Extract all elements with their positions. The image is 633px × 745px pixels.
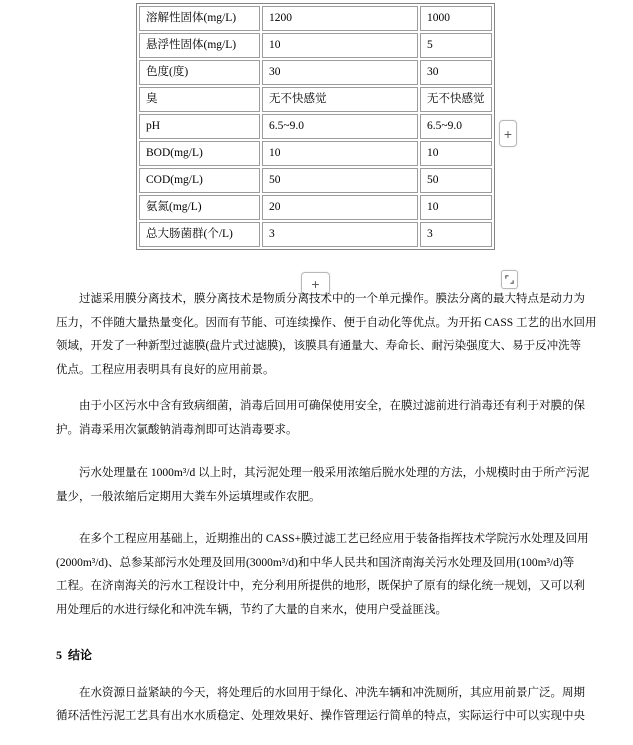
value-cell[interactable]: 10 bbox=[420, 195, 492, 220]
value-cell[interactable]: 10 bbox=[262, 141, 418, 166]
paragraph bbox=[56, 682, 597, 729]
param-cell[interactable]: COD(mg/L) bbox=[139, 168, 260, 193]
table-row bbox=[139, 6, 492, 31]
water-quality-table bbox=[136, 3, 495, 250]
param-cell[interactable]: 悬浮性固体(mg/L) bbox=[139, 33, 260, 58]
section-heading: 5 结论 bbox=[56, 648, 93, 662]
text-line: 量少，一般浓缩后定期用大粪车外运填埋或作农肥。 bbox=[56, 490, 321, 503]
value-cell[interactable]: 20 bbox=[262, 195, 418, 220]
table-row bbox=[139, 222, 492, 247]
text-line: 过滤采用膜分离技术，膜分离技术是物质分离技术中的一个单元操作。膜法分离的最大特点是动力为 bbox=[79, 293, 585, 305]
param-cell[interactable]: 总大肠菌群(个/L) bbox=[139, 222, 260, 247]
table-resize-button[interactable] bbox=[501, 270, 518, 289]
table-row bbox=[139, 141, 492, 166]
value-cell[interactable]: 无不快感觉 bbox=[262, 87, 418, 112]
value-cell[interactable]: 50 bbox=[420, 168, 492, 193]
value-cell[interactable]: 30 bbox=[262, 60, 418, 85]
value-cell[interactable]: 无不快感觉 bbox=[420, 87, 492, 112]
add-row-button[interactable]: + bbox=[301, 272, 330, 295]
paragraph bbox=[56, 395, 597, 442]
text-line: 优点。工程应用表明具有良好的应用前景。 bbox=[56, 363, 275, 376]
table-row bbox=[139, 60, 492, 85]
param-cell[interactable]: BOD(mg/L) bbox=[139, 141, 260, 166]
value-cell[interactable]: 1000 bbox=[420, 6, 492, 31]
text-line: 压力，不伴随大量热量变化。因而有节能、可连续操作、便于自动化等优点。为开拓 CASS 工艺的出水回用 bbox=[56, 316, 597, 329]
text-line: 工程。在济南海关的污水工程设计中，充分利用所提供的地形，既保护了原有的绿化统一规划，又可以利 bbox=[56, 580, 585, 592]
text-line: 污水处理量在 1000m³/d 以上时，其污泥处理一般采用浓缩后脱水处理的方法，小规模时由于所产污泥 bbox=[79, 467, 590, 479]
param-cell[interactable]: 溶解性固体(mg/L) bbox=[139, 6, 260, 31]
value-cell[interactable]: 3 bbox=[420, 222, 492, 247]
expand-corners-icon bbox=[504, 274, 515, 285]
text-line: 由于小区污水中含有致病细菌，消毒后回用可确保使用安全，在膜过滤前进行消毒还有利于对膜的保 bbox=[79, 400, 585, 412]
text-line: (2000m³/d)、总参某部污水处理及回用(3000m³/d)和中华人民共和国济南海关污水处理及回用(100m³/d)等 bbox=[56, 556, 575, 569]
text-line: 护。消毒采用次氯酸钠消毒剂即可达消毒要求。 bbox=[56, 423, 298, 436]
text-line: 领域，开发了一种新型过滤膜(盘片式过滤膜)，该膜具有通量大、寿命长、耐污染强度大、易于反冲洗等 bbox=[56, 340, 582, 352]
value-cell[interactable]: 1200 bbox=[262, 6, 418, 31]
value-cell[interactable]: 30 bbox=[420, 60, 492, 85]
add-column-button[interactable]: + bbox=[499, 120, 517, 147]
value-cell[interactable]: 6.5~9.0 bbox=[420, 114, 492, 139]
text-line: 在多个工程应用基础上，近期推出的 CASS+膜过滤工艺已经应用于装备指挥技术学院污水处理及回用 bbox=[79, 533, 589, 545]
table-row bbox=[139, 33, 492, 58]
document-body bbox=[56, 288, 597, 729]
value-cell[interactable]: 10 bbox=[262, 33, 418, 58]
value-cell[interactable]: 50 bbox=[262, 168, 418, 193]
table-row bbox=[139, 195, 492, 220]
param-cell[interactable]: 氨氮(mg/L) bbox=[139, 195, 260, 220]
table-row bbox=[139, 114, 492, 139]
value-cell[interactable]: 5 bbox=[420, 33, 492, 58]
value-cell[interactable]: 3 bbox=[262, 222, 418, 247]
paragraph bbox=[56, 288, 597, 382]
value-cell[interactable]: 6.5~9.0 bbox=[262, 114, 418, 139]
param-cell[interactable]: 臭 bbox=[139, 87, 260, 112]
param-cell[interactable]: pH bbox=[139, 114, 260, 139]
text-line: 循环活性污泥工艺具有出水水质稳定、处理效果好、操作管理运行简单的特点，实际运行中可以实现中央 bbox=[56, 710, 585, 722]
table-row bbox=[139, 87, 492, 112]
text-line: 用处理后的水进行绿化和冲洗车辆，节约了大量的自来水，使用户受益匪浅。 bbox=[56, 603, 447, 616]
spec-table-body bbox=[139, 6, 492, 247]
paragraph bbox=[56, 528, 597, 622]
text-line: 在水资源日益紧缺的今天，将处理后的水回用于绿化、冲洗车辆和冲洗厕所，其应用前景广泛。周期 bbox=[79, 686, 585, 699]
value-cell[interactable]: 10 bbox=[420, 141, 492, 166]
table-row bbox=[139, 168, 492, 193]
param-cell[interactable]: 色度(度) bbox=[139, 60, 260, 85]
paragraph bbox=[56, 462, 597, 509]
